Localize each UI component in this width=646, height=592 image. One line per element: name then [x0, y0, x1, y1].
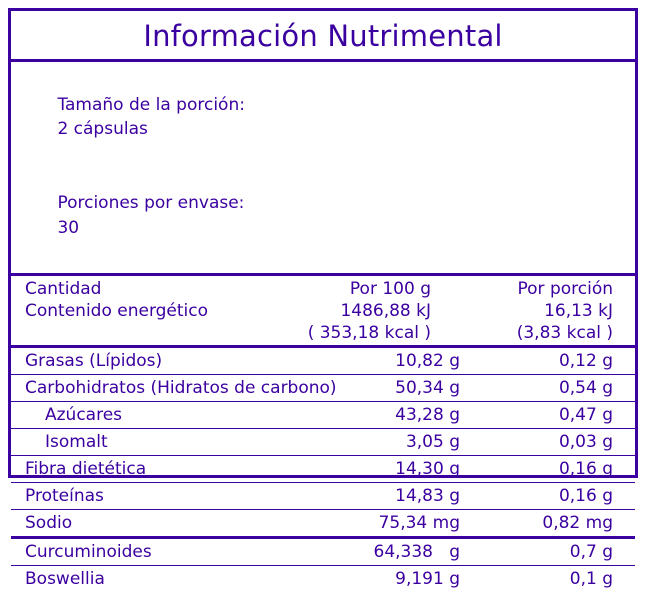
nutrition-facts-panel — [8, 8, 638, 590]
nutrient-per-serving: 0,54 g — [558, 378, 613, 399]
column-header-per-100g: Por 100 g — [349, 279, 431, 300]
table-row — [11, 429, 635, 456]
table-row — [11, 483, 635, 510]
nutrient-label: Azúcares — [45, 405, 123, 426]
energy-row-kcal — [11, 323, 635, 345]
serving-size-label: Tamaño de la porción: — [57, 94, 245, 115]
nutrient-rows — [11, 348, 635, 592]
nutrient-table — [11, 348, 635, 592]
servings-per-container-line — [25, 167, 621, 266]
servings-per-container-label: Porciones por envase: — [57, 193, 245, 214]
nutrient-per-100g: 14,83 g — [395, 486, 460, 507]
page-title: Información Nutrimental — [143, 19, 503, 53]
table-row — [11, 456, 635, 483]
nutrient-label: Grasas (Lípidos) — [25, 351, 163, 372]
nutrient-per-serving: 0,12 g — [558, 351, 613, 372]
nutrient-per-serving: 0,16 g — [558, 459, 613, 480]
servings-per-container-value: 30 — [57, 217, 80, 238]
column-header-quantity: Cantidad — [25, 279, 102, 300]
nutrient-per-100g: 43,28 g — [395, 405, 460, 426]
energy-kcal-spacer — [11, 323, 281, 345]
energy-row-kj — [11, 301, 635, 323]
nutrient-per-serving: 0,16 g — [558, 486, 613, 507]
ingredient-per-serving: 0,1 g — [569, 569, 613, 590]
nutrient-label: Isomalt — [45, 432, 108, 453]
serving-info — [11, 62, 635, 273]
energy-per-serving-kcal: (3,83 kcal ) — [516, 323, 613, 344]
serving-size-value: 2 cápsulas — [57, 119, 148, 140]
nutrient-label: Fibra dietética — [25, 459, 147, 480]
nutrient-per-100g: 10,82 g — [395, 351, 460, 372]
energy-per-serving-kj: 16,13 kJ — [544, 301, 613, 322]
nutrient-label: Carbohidratos (Hidratos de carbono) — [25, 378, 337, 399]
table-row — [11, 375, 635, 402]
header-block — [11, 276, 635, 345]
nutrient-per-serving: 0,82 mg — [542, 513, 613, 534]
ingredient-label: Curcuminoides — [25, 542, 152, 563]
ingredient-label: Boswellia — [25, 569, 105, 590]
ingredient-per-serving: 0,7 g — [569, 542, 613, 563]
nutrient-per-serving: 0,03 g — [558, 432, 613, 453]
table-row — [11, 402, 635, 429]
nutrient-per-100g: 3,05 g — [405, 432, 460, 453]
column-header-row — [11, 276, 635, 301]
nutrient-per-100g: 75,34 mg — [378, 513, 460, 534]
table-row — [11, 348, 635, 375]
nutrient-label: Proteínas — [25, 486, 104, 507]
nutrient-label: Sodio — [25, 513, 73, 534]
energy-label: Contenido energético — [25, 301, 209, 322]
table-row — [11, 510, 635, 538]
energy-per-100g-kcal: ( 353,18 kcal ) — [307, 323, 431, 344]
nutrient-per-100g: 50,34 g — [395, 378, 460, 399]
table-row — [11, 566, 635, 592]
nutrient-per-100g: 14,30 g — [395, 459, 460, 480]
ingredient-per-100g: 9,191 g — [395, 569, 460, 590]
energy-per-100g-kj: 1486,88 kJ — [340, 301, 431, 322]
ingredient-per-100g: 64,338 g — [373, 542, 460, 563]
table-row — [11, 538, 635, 566]
nutrient-per-serving: 0,47 g — [558, 405, 613, 426]
column-header-per-serving: Por porción — [517, 279, 613, 300]
serving-size-line — [25, 68, 621, 167]
